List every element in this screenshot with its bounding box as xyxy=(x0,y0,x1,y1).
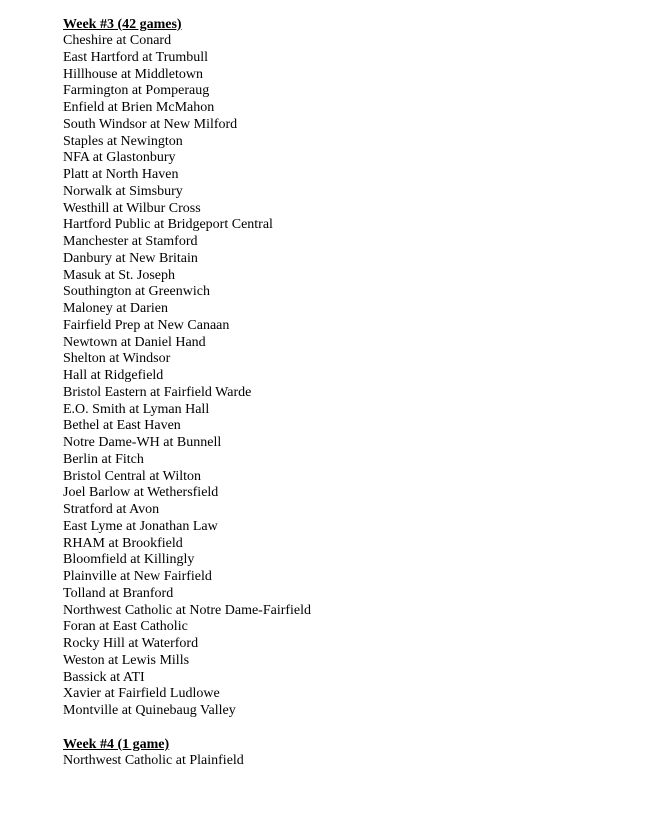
game-matchup: NFA at Glastonbury xyxy=(63,150,176,166)
game-matchup: Manchester at Stamford xyxy=(63,234,198,249)
game-matchup: East Lyme at Jonathan Law xyxy=(63,518,218,534)
game-matchup: Joel Barlow at Wethersfield xyxy=(63,485,219,501)
game-matchup: Bristol Central at Wilton xyxy=(63,468,201,484)
game-matchup: Tolland at Branford xyxy=(63,585,174,601)
game-matchup: E.O. Smith at Lyman Hall xyxy=(63,401,210,417)
game-matchup: Fairfield Prep at New Canaan xyxy=(63,317,230,333)
game-matchup: Platt at North Haven xyxy=(63,167,179,182)
game-matchup: Bassick at ATI xyxy=(63,669,145,685)
game-matchup: Westhill at Wilbur Cross xyxy=(63,200,201,216)
game-matchup: Southington at Greenwich xyxy=(63,284,210,300)
game-matchup: Xavier at Fairfield Ludlowe xyxy=(63,686,220,702)
game-matchup: Enfield at Brien McMahon xyxy=(63,100,215,115)
game-matchup: Berlin at Fitch xyxy=(63,451,144,467)
game-matchup: RHAM at Brookfield xyxy=(63,535,183,551)
schedule-document xyxy=(63,16,623,770)
game-matchup: Maloney at Darien xyxy=(63,301,168,316)
game-matchup: Bethel at East Haven xyxy=(63,418,181,434)
game-matchup: Farmington at Pomperaug xyxy=(63,83,210,99)
week-4-heading: Week #4 (1 game) xyxy=(63,736,170,752)
game-matchup: Foran at East Catholic xyxy=(63,619,188,635)
game-matchup: Danbury at New Britain xyxy=(63,250,198,266)
game-matchup: Newtown at Daniel Hand xyxy=(63,334,206,350)
game-matchup: Weston at Lewis Mills xyxy=(63,652,190,668)
game-matchup: Notre Dame-WH at Bunnell xyxy=(63,435,222,450)
game-matchup: Bristol Eastern at Fairfield Warde xyxy=(63,384,252,400)
game-matchup: Shelton at Windsor xyxy=(63,351,171,367)
game-matchup: Bloomfield at Killingly xyxy=(63,552,195,568)
week-4-game-list xyxy=(63,753,623,770)
game-matchup: Hartford Public at Bridgeport Central xyxy=(63,217,273,233)
game-matchup: Northwest Catholic at Plainfield xyxy=(63,752,244,768)
game-matchup: Hall at Ridgefield xyxy=(63,368,164,383)
game-matchup: Rocky Hill at Waterford xyxy=(63,636,199,651)
game-matchup: Northwest Catholic at Notre Dame-Fairfield xyxy=(63,602,312,618)
game-matchup: Montville at Quinebaug Valley xyxy=(63,703,236,718)
game-matchup: Cheshire at Conard xyxy=(63,33,172,48)
week-3-heading: Week #3 (42 games) xyxy=(63,17,182,32)
game-matchup: East Hartford at Trumbull xyxy=(63,49,209,65)
game-matchup: Masuk at St. Joseph xyxy=(63,267,175,283)
game-matchup: Stratford at Avon xyxy=(63,502,160,517)
game-matchup: South Windsor at New Milford xyxy=(63,116,238,132)
game-matchup: Hillhouse at Middletown xyxy=(63,66,203,82)
week-3-section xyxy=(63,16,623,720)
game-matchup: Staples at Newington xyxy=(63,133,183,149)
week-4-section xyxy=(63,736,623,770)
game-matchup: Norwalk at Simsbury xyxy=(63,183,183,199)
week-3-game-list xyxy=(63,33,623,720)
game-matchup: Plainville at New Fairfield xyxy=(63,569,212,584)
